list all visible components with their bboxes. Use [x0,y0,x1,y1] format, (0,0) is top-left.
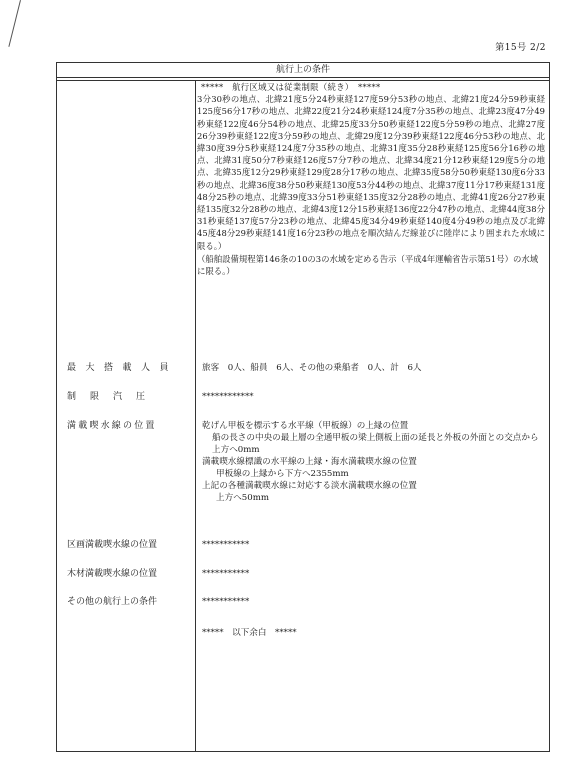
route-body: 3分30秒の地点、北緯21度5分24秒東経127度59分53秒の地点、北緯21度24分59秒東経125度56分17秒の地点、北緯22度21分24秒東経124度7分35秒の地点、北緯23度47分49秒東経122度46分54秒の地点、北緯25度33分50秒東経122度5分59秒の地点、北緯27度26分39秒東経122度3分59秒の地点、北緯29度12分39秒東経122度46分53秒の地点、北緯30度39分5秒東経124度7分35秒の地点、北緯31度35分28秒東経125度56分16秒の地点、北緯31度50分7秒東経126度57分7秒の地点、北緯34度21分12秒東経129度5分の地点、北緯35度12分29秒東経129度28分17秒の地点、北緯35度58分50秒東経130度6分33秒の地点、北緯36度38分50秒東経130度53分44秒の地点、北緯37度11分17秒東経131度48分25秒の地点、北緯39度33分51秒東経135度32分28秒の地点、北緯41度26分27秒東経135度32分28秒の地点、北緯43度12分15秒東経136度22分47秒の地点、北緯44度38分31秒東経137度57分23秒の地点、北緯45度34分49秒東経140度4分49秒の地点及び北緯45度48分29秒東経141度16分23秒の地点を順次結んだ線並びに陸岸により囲まれた水域に限る。） [197,94,545,251]
other-conditions-label: その他の航行上の条件 [67,597,158,607]
other-conditions-value: *********** [202,597,250,607]
scan-edge-mark [8,0,21,47]
navigation-area-text [197,81,545,277]
timber-load-line-label: 木材満載喫水線の位置 [67,569,158,579]
load-line-line3: 満載喫水線標識の水平線の上縁・海水満載喫水線の位置 [202,457,417,467]
load-line-value [202,420,542,504]
load-line-line1: 乾げん甲板を標示する水平線（甲板線）の上縁の位置 [202,421,409,431]
route-heading: ***** 航行区域又は従業制限（続き） ***** [201,82,381,92]
column-divider [195,80,196,751]
remainder-blank-note: ***** 以下余白 ***** [202,628,297,638]
steam-pressure-label: 制限汽圧 [67,392,160,402]
timber-load-line-value: *********** [202,569,250,579]
certificate-frame [56,62,550,752]
load-line-line6: 上方へ50mm [216,493,270,503]
section-load-line-value: *********** [202,540,250,550]
load-line-label: 満載喫水線の位置 [67,421,157,431]
section-title: 航行上の条件 [57,63,549,78]
load-line-line5: 上記の各種満載喫水線に対応する淡水満載喫水線の位置 [202,481,417,491]
form-number: 第15号 2/2 [495,43,546,53]
max-persons-value: 旅客 0人、船員 6人、その他の乗船者 0人、計 6人 [202,363,422,373]
route-note: （船舶設備規程第146条の10の3の水域を定める告示（平成4年運輸省告示第51号）の水域に限る。） [197,253,539,277]
max-persons-label: 最大搭載人員 [67,363,179,373]
section-load-line-label: 区画満載喫水線の位置 [67,540,158,550]
load-line-line2: 船の長さの中央の最上層の全通甲板の梁上側板上面の延長と外板の外面との交点から上方へ0mm [212,433,539,455]
load-line-line4: 甲板線の上縁から下方へ2355mm [216,469,349,479]
steam-pressure-value: ************ [202,392,254,402]
